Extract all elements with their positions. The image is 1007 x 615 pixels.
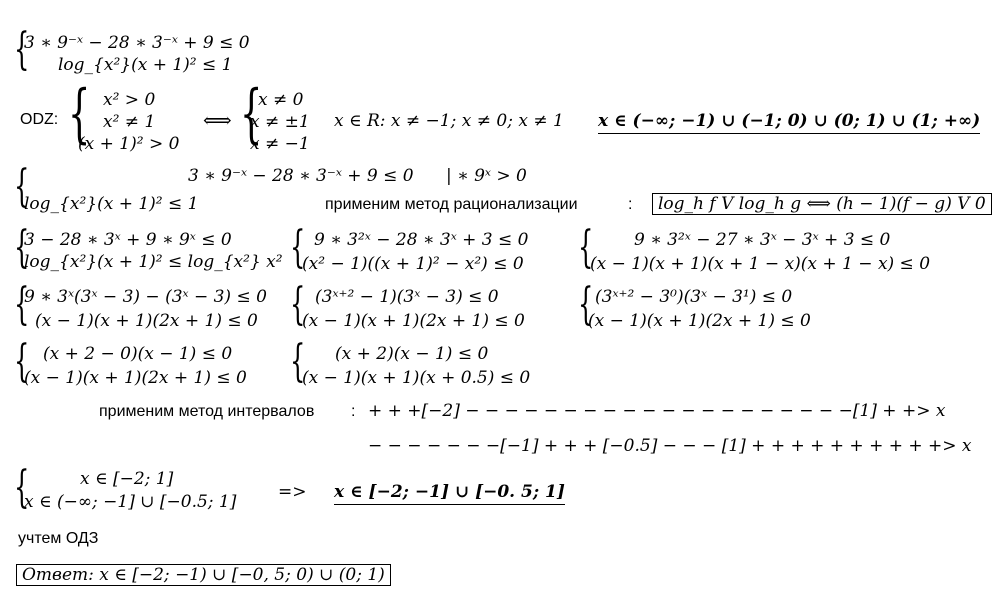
odz-simplified-1: x ≠ 0 <box>258 90 304 110</box>
implies-arrow: => <box>278 482 307 502</box>
inequality-log-2: log_{x²}(x + 1)² ≤ 1 <box>24 194 199 214</box>
step3-b2: (x² − 1)((x + 1)² − x²) ≤ 0 <box>302 254 524 274</box>
system-brace-4b: { <box>290 279 306 330</box>
multiply-note: | ∗ 9ˣ > 0 <box>446 166 527 186</box>
odz-condition-2: x² ≠ 1 <box>103 112 156 132</box>
step4-a1: 9 ∗ 3ˣ(3ˣ − 3) − (3ˣ − 3) ≤ 0 <box>24 287 267 307</box>
rationalization-colon: : <box>628 196 633 213</box>
rationalization-method-text: применим метод рационализации <box>325 196 578 213</box>
step5-b2: (x − 1)(x + 1)(x + 0.5) ≤ 0 <box>302 368 531 388</box>
step4-a2: (x − 1)(x + 1)(2x + 1) ≤ 0 <box>35 311 258 331</box>
interval-line-1: + + +[−2] − − − − − − − − − − − − − − − − − − − −[1] + +> x <box>368 401 946 421</box>
odz-note: учтем ОДЗ <box>18 530 99 547</box>
system-brace: { <box>14 24 30 75</box>
system-brace-5b: { <box>290 336 306 387</box>
odz-condition-1: x² > 0 <box>103 90 156 110</box>
system-brace-4a: { <box>14 279 30 330</box>
inequality-exponential: 3 ∗ 9⁻ˣ − 28 ∗ 3⁻ˣ + 9 ≤ 0 <box>24 33 250 53</box>
system-brace-2: { <box>14 161 30 212</box>
system-brace-3a: { <box>14 222 30 273</box>
odz-domain: x ∈ R: x ≠ −1; x ≠ 0; x ≠ 1 <box>334 111 564 131</box>
interval-method-colon: : <box>351 403 356 420</box>
odz-simplified-brace: { <box>240 77 263 151</box>
intersection-1: x ∈ [−2; 1] <box>80 469 174 489</box>
step3-a2: log_{x²}(x + 1)² ≤ log_{x²} x² <box>24 252 283 272</box>
interval-method-text: применим метод интервалов <box>99 403 315 420</box>
system-brace-3c: { <box>578 222 594 273</box>
odz-result: x ∈ (−∞; −1) ∪ (−1; 0) ∪ (0; 1) ∪ (1; +∞) <box>598 111 980 134</box>
step3-c2: (x − 1)(x + 1)(x + 1 − x)(x + 1 − x) ≤ 0 <box>590 254 931 274</box>
step5-b1: (x + 2)(x − 1) ≤ 0 <box>335 344 489 364</box>
system-brace-3b: { <box>290 222 306 273</box>
step3-b1: 9 ∗ 3²ˣ − 28 ∗ 3ˣ + 3 ≤ 0 <box>314 230 529 250</box>
step5-a2: (x − 1)(x + 1)(2x + 1) ≤ 0 <box>24 368 247 388</box>
odz-condition-3: (x + 1)² > 0 <box>78 134 180 154</box>
system-brace-5a: { <box>14 336 30 387</box>
step4-c2: (x − 1)(x + 1)(2x + 1) ≤ 0 <box>588 311 811 331</box>
final-answer: Ответ: x ∈ [−2; −1) ∪ [−0, 5; 0) ∪ (0; 1) <box>16 564 391 586</box>
system-brace-6: { <box>14 462 30 513</box>
odz-label: ODZ: <box>20 111 59 128</box>
step4-c1: (3ˣ⁺² − 3⁰)(3ˣ − 3¹) ≤ 0 <box>595 287 793 307</box>
odz-system-brace: { <box>68 77 91 151</box>
rationalization-rule: log_h f V log_h g ⟺ (h − 1)(f − g) V 0 <box>652 193 992 215</box>
inequality-log: log_{x²}(x + 1)² ≤ 1 <box>58 55 233 75</box>
intermediate-result: x ∈ [−2; −1] ∪ [−0. 5; 1] <box>334 482 565 505</box>
step3-c1: 9 ∗ 3²ˣ − 27 ∗ 3ˣ − 3ˣ + 3 ≤ 0 <box>634 230 891 250</box>
equivalence-arrow: ⟺ <box>203 108 232 132</box>
intersection-2: x ∈ (−∞; −1] ∪ [−0.5; 1] <box>24 492 237 512</box>
step4-b1: (3ˣ⁺² − 1)(3ˣ − 3) ≤ 0 <box>315 287 499 307</box>
inequality-exponential-2: 3 ∗ 9⁻ˣ − 28 ∗ 3⁻ˣ + 9 ≤ 0 <box>188 166 414 186</box>
step3-a1: 3 − 28 ∗ 3ˣ + 9 ∗ 9ˣ ≤ 0 <box>24 230 232 250</box>
odz-simplified-3: x ≠ −1 <box>250 134 310 154</box>
system-brace-4c: { <box>578 279 594 330</box>
step4-b2: (x − 1)(x + 1)(2x + 1) ≤ 0 <box>302 311 525 331</box>
odz-simplified-2: x ≠ ±1 <box>250 112 310 132</box>
step5-a1: (x + 2 − 0)(x − 1) ≤ 0 <box>43 344 233 364</box>
interval-line-2: − − − − − − −[−1] + + + [−0.5] − − − [1] + + + + + + + + + +> x <box>368 436 972 456</box>
